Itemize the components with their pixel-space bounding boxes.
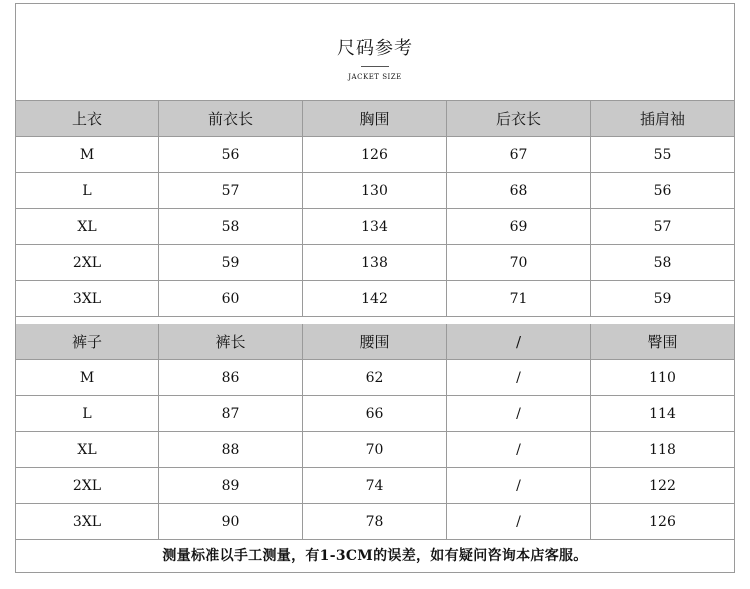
pants-size-cell: 3XL xyxy=(16,504,159,540)
jacket-value-cell: 59 xyxy=(159,245,303,281)
jacket-value-cell: 68 xyxy=(447,173,591,209)
pants-value-cell: 110 xyxy=(591,360,734,396)
pants-size-cell: XL xyxy=(16,432,159,468)
jacket-value-cell: 134 xyxy=(303,209,447,245)
jacket-value-cell: 57 xyxy=(159,173,303,209)
pants-size-table xyxy=(16,324,734,540)
pants-value-cell: 118 xyxy=(591,432,734,468)
pants-size-cell: M xyxy=(16,360,159,396)
pants-header-cell: 裤子 xyxy=(16,324,159,360)
jacket-size-table xyxy=(16,101,734,317)
jacket-size-cell: 2XL xyxy=(16,245,159,281)
jacket-header-cell: 上衣 xyxy=(16,101,159,137)
jacket-header-cell: 胸围 xyxy=(303,101,447,137)
jacket-value-cell: 58 xyxy=(159,209,303,245)
title-area xyxy=(16,4,734,101)
jacket-value-cell: 67 xyxy=(447,137,591,173)
pants-value-cell: 87 xyxy=(159,396,303,432)
size-chart-frame xyxy=(15,3,735,573)
jacket-value-cell: 57 xyxy=(591,209,734,245)
pants-value-cell: 86 xyxy=(159,360,303,396)
size-chart-subtitle: JACKET SIZE xyxy=(348,73,402,81)
jacket-value-cell: 60 xyxy=(159,281,303,317)
jacket-value-cell: 70 xyxy=(447,245,591,281)
pants-value-cell: / xyxy=(447,396,591,432)
jacket-value-cell: 69 xyxy=(447,209,591,245)
jacket-value-cell: 71 xyxy=(447,281,591,317)
jacket-value-cell: 58 xyxy=(591,245,734,281)
pants-value-cell: 90 xyxy=(159,504,303,540)
pants-value-cell: 78 xyxy=(303,504,447,540)
pants-value-cell: / xyxy=(447,504,591,540)
pants-value-cell: 88 xyxy=(159,432,303,468)
jacket-size-cell: M xyxy=(16,137,159,173)
pants-value-cell: 114 xyxy=(591,396,734,432)
jacket-value-cell: 142 xyxy=(303,281,447,317)
jacket-value-cell: 138 xyxy=(303,245,447,281)
jacket-header-cell: 插肩袖 xyxy=(591,101,734,137)
jacket-header-cell: 后衣长 xyxy=(447,101,591,137)
pants-value-cell: 122 xyxy=(591,468,734,504)
pants-header-cell: / xyxy=(447,324,591,360)
jacket-value-cell: 130 xyxy=(303,173,447,209)
pants-header-cell: 裤长 xyxy=(159,324,303,360)
pants-value-cell: / xyxy=(447,360,591,396)
jacket-value-cell: 126 xyxy=(303,137,447,173)
size-chart-title: 尺码参考 xyxy=(337,38,413,59)
pants-header-cell: 臀围 xyxy=(591,324,734,360)
pants-value-cell: 74 xyxy=(303,468,447,504)
jacket-value-cell: 55 xyxy=(591,137,734,173)
jacket-value-cell: 56 xyxy=(159,137,303,173)
pants-size-cell: L xyxy=(16,396,159,432)
jacket-value-cell: 59 xyxy=(591,281,734,317)
measurement-note: 测量标准以手工测量，有1-3CM的误差，如有疑问咨询本店客服。 xyxy=(162,548,588,564)
jacket-size-cell: L xyxy=(16,173,159,209)
pants-value-cell: 70 xyxy=(303,432,447,468)
jacket-value-cell: 56 xyxy=(591,173,734,209)
jacket-header-cell: 前衣长 xyxy=(159,101,303,137)
pants-value-cell: / xyxy=(447,468,591,504)
jacket-size-cell: 3XL xyxy=(16,281,159,317)
pants-size-cell: 2XL xyxy=(16,468,159,504)
title-divider xyxy=(361,66,389,67)
pants-header-cell: 腰围 xyxy=(303,324,447,360)
pants-value-cell: 66 xyxy=(303,396,447,432)
pants-value-cell: 126 xyxy=(591,504,734,540)
pants-value-cell: 62 xyxy=(303,360,447,396)
pants-value-cell: / xyxy=(447,432,591,468)
jacket-size-cell: XL xyxy=(16,209,159,245)
pants-value-cell: 89 xyxy=(159,468,303,504)
